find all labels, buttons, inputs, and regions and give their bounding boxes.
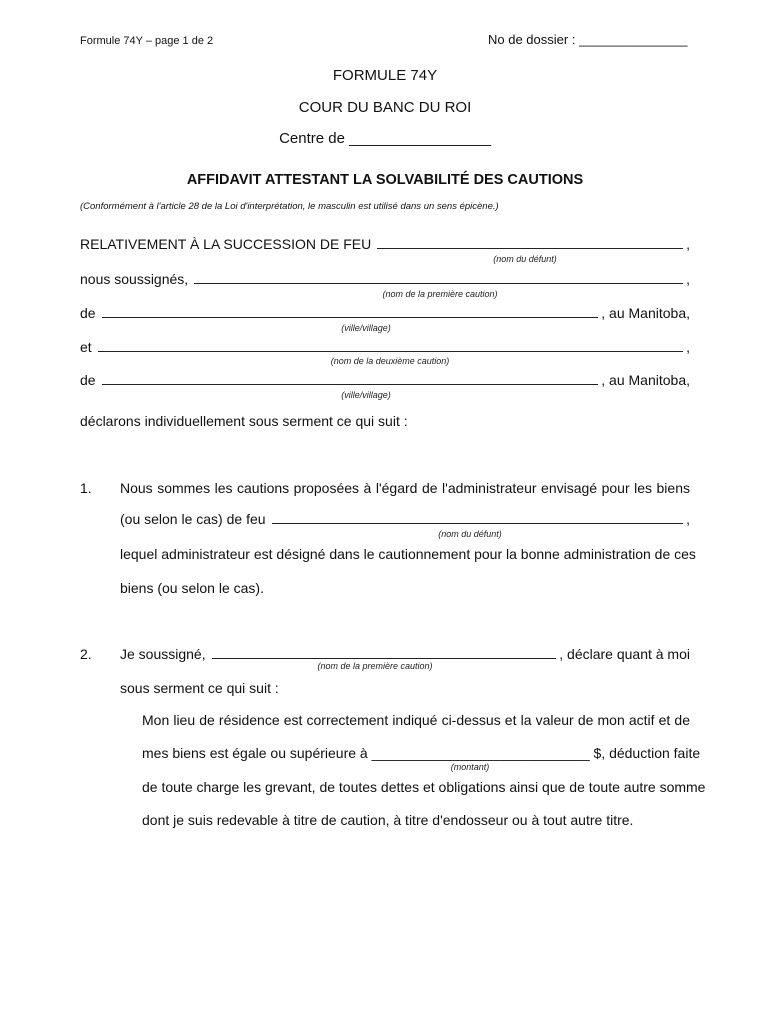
second-surety-row: et , bbox=[80, 339, 690, 355]
para1-deceased-row: (ou selon le cas) de feu , bbox=[120, 511, 690, 527]
gender-note: (Conformément à l'article 28 de la Loi d'interprétation, le masculin est utilisé dans un sens épicène.) bbox=[80, 201, 499, 212]
dossier-number bbox=[488, 32, 688, 47]
para2-surety-row bbox=[120, 646, 690, 662]
succession-label: RELATIVEMENT À LA SUCCESSION DE FEU bbox=[80, 236, 372, 252]
city-row-1 bbox=[80, 305, 690, 321]
first-surety-blank[interactable] bbox=[194, 271, 683, 284]
para1-line2-label: (ou selon le cas) de feu bbox=[120, 511, 266, 527]
affidavit-title: AFFIDAVIT ATTESTANT LA SOLVABILITÉ DES CAUTIONS bbox=[186, 172, 584, 188]
undersigned-row: nous soussignés, , bbox=[80, 271, 690, 287]
para2-line5: de toute charge les grevant, de toutes dettes et obligations ainsi que de toute autre somme bbox=[142, 779, 706, 795]
amount-blank[interactable]: ____________________________ bbox=[371, 745, 590, 761]
para1-deceased-caption: (nom du défunt) bbox=[438, 529, 502, 539]
amount-caption: (montant) bbox=[450, 762, 490, 772]
city-blank-2[interactable] bbox=[102, 372, 599, 385]
court-title: COUR DU BANC DU ROI bbox=[298, 99, 472, 116]
dossier-blank: _______________ bbox=[579, 32, 688, 47]
para1-number: 1. bbox=[80, 480, 92, 496]
form-page-label: Formule 74Y – page 1 de 2 bbox=[80, 35, 214, 47]
form-title: FORMULE 74Y bbox=[332, 67, 438, 84]
second-surety-blank[interactable] bbox=[98, 339, 683, 352]
para1-line4: biens (ou selon le cas). bbox=[120, 580, 264, 596]
city-caption-1: (ville/village) bbox=[341, 323, 391, 333]
city-row-2 bbox=[80, 372, 690, 388]
para2-line4-end: $, déduction faite bbox=[593, 745, 701, 761]
centre-line: Centre de _________________ bbox=[279, 130, 491, 147]
dossier-label: No de dossier : bbox=[488, 32, 576, 47]
city-caption-2: (ville/village) bbox=[341, 390, 391, 400]
para1-line1: Nous sommes les cautions proposées à l'égard de l'administrateur envisagé pour les biens bbox=[120, 480, 690, 496]
second-surety-caption: (nom de la deuxième caution) bbox=[330, 356, 450, 366]
para2-line2: sous serment ce qui suit : bbox=[120, 680, 279, 696]
para2-line3: Mon lieu de résidence est correctement indiqué ci-dessus et la valeur de mon actif et de bbox=[142, 712, 690, 728]
de-label: de bbox=[80, 372, 96, 388]
para1-line3: lequel administrateur est désigné dans le cautionnement pour la bonne administration de ces bbox=[120, 546, 696, 562]
para2-number: 2. bbox=[80, 646, 92, 662]
para2-line6: dont je suis redevable à titre de caution, à titre d'endosseur ou à tout autre titre. bbox=[142, 812, 634, 828]
para1-deceased-blank[interactable] bbox=[272, 511, 684, 524]
para2-surety-blank[interactable] bbox=[212, 646, 557, 659]
manitoba-label: , au Manitoba, bbox=[601, 372, 690, 388]
deceased-caption: (nom du défunt) bbox=[493, 254, 557, 264]
para2-surety-caption: (nom de la première caution) bbox=[317, 661, 433, 671]
para2-line4-label: mes biens est égale ou supérieure à bbox=[142, 745, 368, 761]
para2-line1-end: , déclare quant à moi bbox=[559, 646, 690, 662]
undersigned-label: nous soussignés, bbox=[80, 271, 189, 287]
succession-row: RELATIVEMENT À LA SUCCESSION DE FEU , bbox=[80, 236, 690, 252]
declaration-intro: déclarons individuellement sous serment ce qui suit : bbox=[80, 413, 408, 429]
city-blank-1[interactable] bbox=[102, 305, 599, 318]
para2-line1-label: Je soussigné, bbox=[120, 646, 206, 662]
manitoba-label: , au Manitoba, bbox=[601, 305, 690, 321]
de-label: de bbox=[80, 305, 96, 321]
et-label: et bbox=[80, 339, 92, 355]
deceased-name-blank[interactable] bbox=[377, 236, 683, 249]
first-surety-caption: (nom de la première caution) bbox=[382, 289, 498, 299]
para2-amount-row bbox=[142, 745, 700, 761]
